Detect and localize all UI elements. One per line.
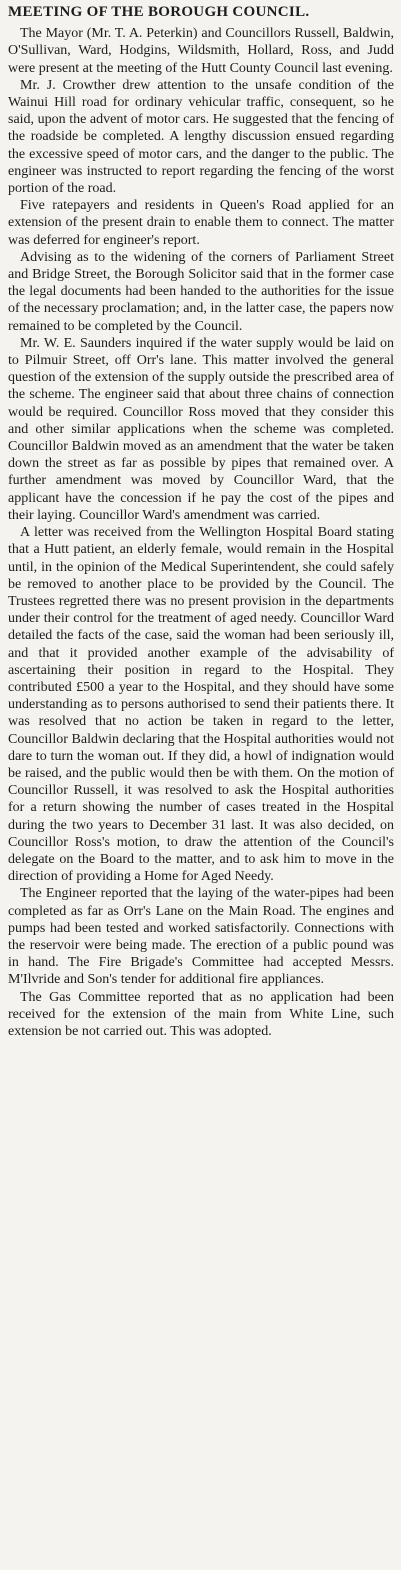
paragraph-queens-road-drain: Five ratepayers and residents in Queen's Road applied for an extension of the present drain to enable them to connect. The matter was deferred for engineer's report. [8,198,394,248]
paragraph-water-supply: Mr. W. E. Saunders inquired if the water supply would be laid on to Pilmuir Street, off Orr's lane. This matter involved the general question of the extension of the supply outside the prescribed area of the scheme. The engineer said that about three chains of connection would be required. Councillor Ross moved that they consider this and other similar applications when the scheme was completed. Councillor Baldwin moved as an amendment that the water be taken down the street as far as possible by pipes that remained over. A further amendment was moved by Councillor Ward, that the applicant have the concession if he pay the cost of the pipes and their laying. Councillor Ward's amendment was carried. [8,335,394,523]
newspaper-column [8,4,394,1566]
paragraph-wainui-hill-road: Mr. J. Crowther drew attention to the unsafe condition of the Wainui Hill road for ordinary vehicular traffic, consequent, so he said, upon the advent of motor cars. He suggested that the fencing of the roadside be completed. A lengthy discussion ensued regarding the excessive speed of motor cars, and the danger to the public. The engineer was instructed to report regarding the fencing of the worst portion of the road. [8,77,394,197]
paragraph-gas-committee: The Gas Committee reported that as no application had been received for the extension of the main from White Line, such extension be not carried out. This was adopted. [8,989,394,1039]
headline: MEETING OF THE BOROUGH COUNCIL. [8,4,310,20]
paragraph-attendance: The Mayor (Mr. T. A. Peterkin) and Councillors Russell, Baldwin, O'Sullivan, Ward, Hodgins, Wildsmith, Hollard, Ross, and Judd were present at the meeting of the Hutt County Council last evening. [8,26,394,76]
paragraph-street-corners: Advising as to the widening of the corners of Parliament Street and Bridge Street, the Borough Solicitor said that in the former case the legal documents had been handed to the authorities for the issue of the necessary proclamation; and, in the latter case, the papers now remained to be completed by the Council. [8,249,394,334]
paragraph-engineer-report: The Engineer reported that the laying of the water-pipes had been completed as far as Orr's Lane on the Main Road. The engines and pumps had been tested and worked satisfactorily. Connections with the reservoir were being made. The erection of a public pound was in hand. The Fire Brigade's Committee had accepted Messrs. M'Ilvride and Son's tender for additional fire appliances. [8,886,394,988]
paragraph-hospital-letter: A letter was received from the Wellington Hospital Board stating that a Hutt patient, an elderly female, would remain in the Hospital until, in the opinion of the Medical Superintendent, she could safely be removed to another place to be provided by the Council. The Trustees regretted there was no present provision in the departments under their control for the treatment of aged needy. Councillor Ward detailed the facts of the case, said the woman had been seriously ill, and that it provided another example of the advisability of ascertaining their position in regard to the Hospital. They contributed £500 a year to the Hospital, and they should have some understanding as to persons authorised to send their patients there. It was resolved that no action be taken in regard to the letter, Councillor Baldwin declaring that the Hospital authorities would not dare to turn the woman out. If they did, a howl of indignation would be raised, and the public would then be with them. On the motion of Councillor Russell, it was resolved to ask the Hospital authorities for a return showing the number of cases treated in the Hospital during the two years to December 31 last. It was also decided, on Councillor Ross's motion, to draw the attention of the Council's delegate on the Board to the matter, and to ask him to move in the direction of providing a Home for Aged Needy. [8,525,394,885]
